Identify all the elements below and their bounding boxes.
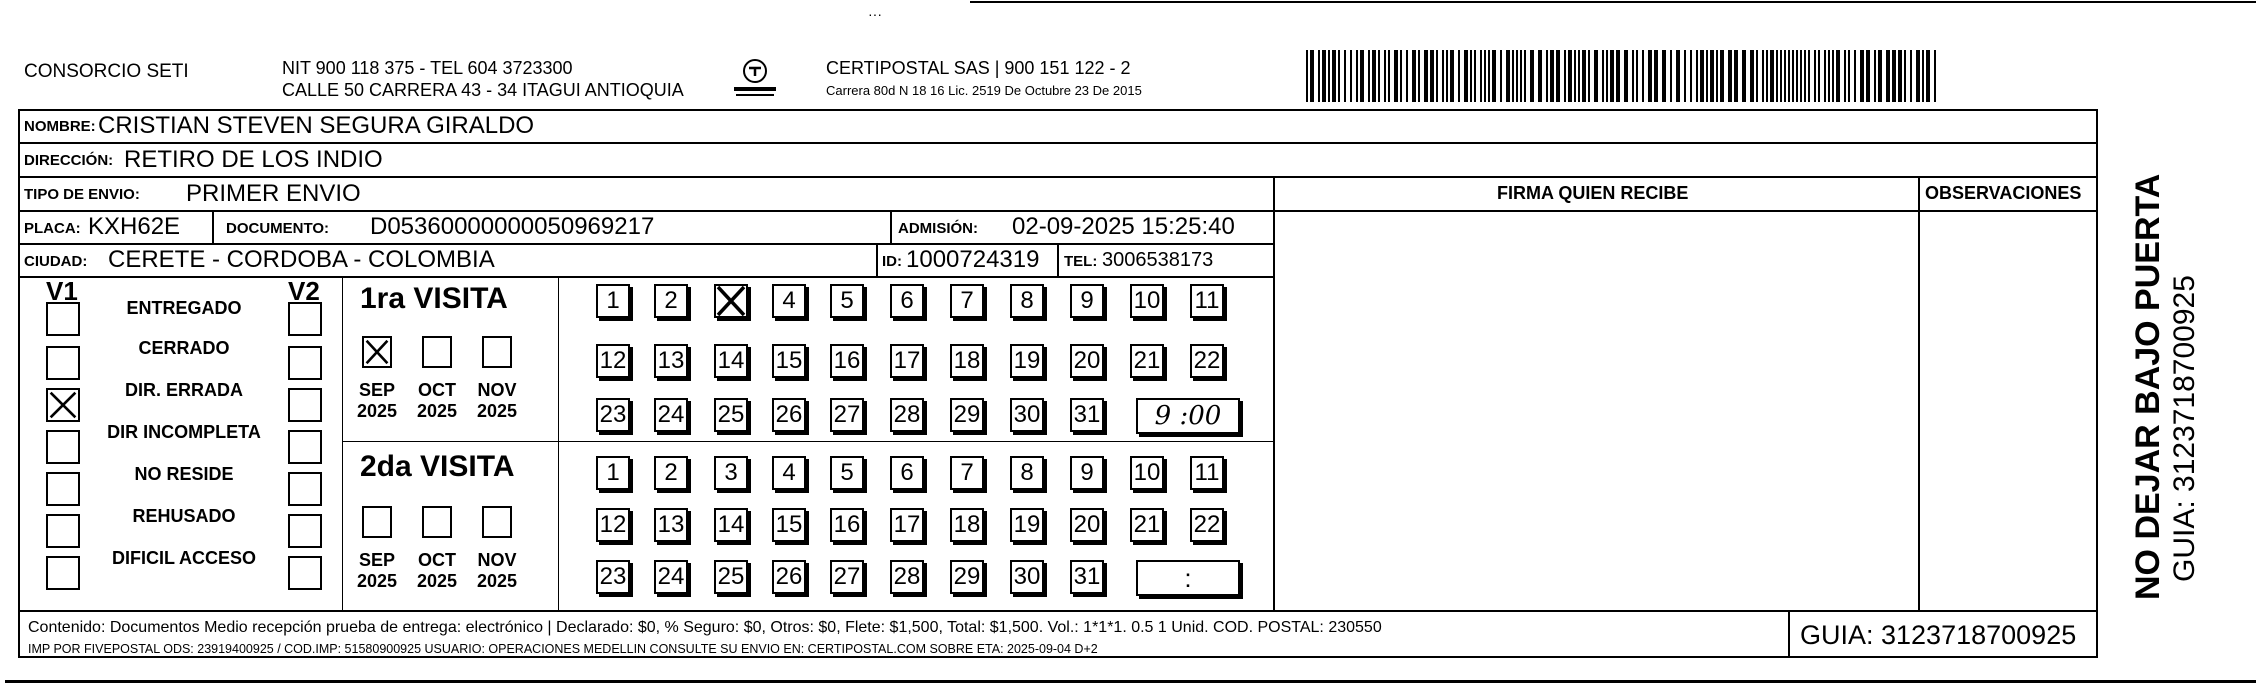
day-number: 7: [960, 287, 974, 314]
month-year: 2025: [356, 400, 398, 421]
v2-checkbox[interactable]: [288, 430, 322, 464]
day-checkbox[interactable]: [654, 284, 688, 318]
day-checkbox[interactable]: [714, 456, 748, 490]
visit-title: 1ra VISITA: [360, 282, 508, 315]
reason-label: REHUSADO: [132, 506, 236, 526]
day-checkbox[interactable]: [714, 344, 748, 378]
reason-label: DIR INCOMPLETA: [107, 422, 261, 442]
v2-checkbox[interactable]: [288, 514, 322, 548]
observaciones-label: OBSERVACIONES: [1925, 183, 2082, 203]
check-x-icon: [714, 284, 748, 318]
day-checkbox[interactable]: [830, 508, 864, 542]
firma-label: FIRMA QUIEN RECIBE: [1497, 183, 1689, 203]
day-number: 2: [664, 459, 678, 486]
day-number: 25: [717, 563, 745, 590]
footer-line-1: Contenido: Documentos Medio recepción prueba de entrega: electrónico | Declarado: $0, % Seguro: $0, Otros: $0, Flete: $1,500, Total: $1,500. Vol.: 1*1*1. 0.5 1 Unid. COD. POSTAL: 230550: [28, 619, 1382, 636]
month-checkbox[interactable]: [482, 336, 512, 368]
month-checkbox[interactable]: [362, 506, 392, 538]
day-number: 23: [599, 563, 627, 590]
day-checkbox[interactable]: [1070, 508, 1104, 542]
v2-checkbox[interactable]: [288, 388, 322, 422]
day-checkbox[interactable]: [1010, 344, 1044, 378]
day-checkbox[interactable]: [890, 560, 924, 594]
id-label: ID:: [882, 253, 902, 270]
day-number: 8: [1020, 287, 1034, 314]
tipo-value: PRIMER ENVIO: [186, 180, 361, 207]
check-x-icon: [48, 390, 78, 420]
day-checkbox[interactable]: [890, 344, 924, 378]
tipo-label: TIPO DE ENVIO:: [24, 186, 140, 203]
reason-label: NO RESIDE: [134, 464, 234, 484]
day-checkbox[interactable]: [950, 398, 984, 432]
bottom-rule: [5, 680, 2256, 683]
v2-checkbox[interactable]: [288, 346, 322, 380]
day-number: 30: [1013, 401, 1041, 428]
day-checkbox[interactable]: [1070, 560, 1104, 594]
v1-checkbox[interactable]: [46, 430, 80, 464]
month-label: [347, 380, 407, 421]
day-number: 17: [893, 511, 921, 538]
day-checkbox[interactable]: [1070, 284, 1104, 318]
day-checkbox[interactable]: [830, 456, 864, 490]
visit-title: 2da VISITA: [360, 450, 515, 483]
placa-label: PLACA:: [24, 220, 81, 237]
day-checkbox[interactable]: [596, 508, 630, 542]
day-number: 19: [1013, 347, 1041, 374]
day-checkbox[interactable]: [950, 284, 984, 318]
v1-checkbox[interactable]: [46, 302, 80, 336]
time-field[interactable]: :: [1136, 560, 1240, 596]
nombre-value: CRISTIAN STEVEN SEGURA GIRALDO: [98, 112, 535, 139]
day-number: 29: [953, 563, 981, 590]
day-number: 18: [953, 347, 981, 374]
month-label: [407, 550, 467, 591]
month-name: SEP: [358, 380, 396, 400]
day-checkbox[interactable]: [772, 398, 806, 432]
day-number: 20: [1073, 511, 1101, 538]
day-checkbox[interactable]: [1130, 344, 1164, 378]
day-number: 2: [664, 287, 678, 314]
month-year: 2025: [356, 570, 398, 591]
month-label: [347, 550, 407, 591]
day-number: 7: [960, 459, 974, 486]
top-rule: [970, 1, 2256, 3]
v2-checkbox[interactable]: [288, 472, 322, 506]
day-number: 18: [953, 511, 981, 538]
day-number: 15: [775, 511, 803, 538]
day-number: 9: [1080, 459, 1094, 486]
day-number: 29: [953, 401, 981, 428]
id-value: 1000724319: [906, 246, 1040, 273]
day-number: 28: [893, 563, 921, 590]
ciudad-label: CIUDAD:: [24, 253, 88, 270]
day-checkbox[interactable]: [890, 508, 924, 542]
admision-value: 02-09-2025 15:25:40: [1012, 213, 1235, 240]
ciudad-value: CERETE - CORDOBA - COLOMBIA: [108, 246, 495, 273]
day-checkbox[interactable]: [1190, 344, 1224, 378]
day-number: 16: [833, 347, 861, 374]
day-number: 14: [717, 511, 745, 538]
day-checkbox[interactable]: [772, 508, 806, 542]
documento-value: D05360000000050969217: [370, 213, 655, 240]
month-year: 2025: [416, 400, 458, 421]
month-year: 2025: [416, 570, 458, 591]
reason-label: DIFICIL ACCESO: [111, 548, 256, 568]
day-number: 23: [599, 401, 627, 428]
day-checkbox[interactable]: [950, 344, 984, 378]
day-number: 22: [1193, 511, 1221, 538]
month-checkbox[interactable]: [422, 336, 452, 368]
day-checkbox[interactable]: [1190, 456, 1224, 490]
nombre-label: NOMBRE:: [24, 118, 96, 135]
day-checkbox[interactable]: [830, 560, 864, 594]
top-dots: ···: [868, 6, 882, 22]
reason-label: ENTREGADO: [126, 298, 242, 318]
v1-checkbox[interactable]: [46, 388, 80, 422]
day-number: 11: [1194, 287, 1220, 314]
day-checkbox[interactable]: [714, 560, 748, 594]
nit-line-1: NIT 900 118 375 - TEL 604 3723300: [282, 58, 573, 78]
day-number: 24: [657, 401, 685, 428]
day-number: 1: [606, 459, 620, 486]
day-number: 14: [717, 347, 745, 374]
day-checkbox[interactable]: [1070, 398, 1104, 432]
day-number: 4: [782, 459, 796, 486]
day-number: 5: [840, 459, 854, 486]
v1-checkbox[interactable]: [46, 556, 80, 590]
day-checkbox[interactable]: [596, 398, 630, 432]
tel-value: 3006538173: [1102, 249, 1214, 271]
day-checkbox[interactable]: [596, 560, 630, 594]
day-checkbox[interactable]: [772, 560, 806, 594]
month-label: [407, 380, 467, 421]
side-guia: GUIA: 3123718700925: [2168, 275, 2201, 582]
v2-label: V2: [288, 276, 320, 306]
day-number: 6: [900, 459, 914, 486]
reason-label: CERRADO: [138, 338, 230, 358]
day-number: 12: [599, 511, 627, 538]
day-number: 12: [599, 347, 627, 374]
day-number: 9: [1080, 287, 1094, 314]
certipostal-logo: [730, 56, 780, 100]
day-checkbox[interactable]: [890, 456, 924, 490]
day-number: 15: [775, 347, 803, 374]
day-checkbox[interactable]: [1130, 508, 1164, 542]
day-number: 10: [1133, 459, 1161, 486]
nit-line-2: CALLE 50 CARRERA 43 - 34 ITAGUI ANTIOQUIA: [282, 80, 684, 100]
day-checkbox[interactable]: [890, 284, 924, 318]
day-checkbox[interactable]: [1190, 508, 1224, 542]
day-checkbox[interactable]: [1130, 456, 1164, 490]
day-number: 27: [833, 563, 861, 590]
month-name: NOV: [477, 380, 517, 400]
day-number: 17: [893, 347, 921, 374]
day-number: 26: [775, 401, 803, 428]
v1-label: V1: [46, 276, 78, 306]
day-checkbox[interactable]: [654, 456, 688, 490]
day-checkbox[interactable]: [714, 508, 748, 542]
v2-checkbox[interactable]: [288, 556, 322, 590]
certipostal-line-1: CERTIPOSTAL SAS | 900 151 122 - 2: [826, 58, 1131, 78]
day-number: 6: [900, 287, 914, 314]
month-name: OCT: [418, 380, 456, 400]
month-name: NOV: [477, 550, 517, 570]
day-checkbox[interactable]: [654, 344, 688, 378]
month-name: OCT: [418, 550, 456, 570]
day-checkbox[interactable]: [830, 344, 864, 378]
day-number: 4: [782, 287, 796, 314]
month-year: 2025: [476, 570, 518, 591]
day-checkbox[interactable]: [714, 284, 748, 318]
day-number: 21: [1133, 347, 1161, 374]
day-checkbox[interactable]: [830, 398, 864, 432]
month-name: SEP: [358, 550, 396, 570]
day-number: 13: [657, 347, 685, 374]
day-checkbox[interactable]: [1190, 284, 1224, 318]
day-number: 22: [1193, 347, 1221, 374]
day-checkbox[interactable]: [596, 284, 630, 318]
day-checkbox[interactable]: [1010, 456, 1044, 490]
day-number: 10: [1133, 287, 1161, 314]
day-checkbox[interactable]: [950, 456, 984, 490]
day-number: 21: [1133, 511, 1161, 538]
month-checkbox[interactable]: [422, 506, 452, 538]
day-number: 8: [1020, 459, 1034, 486]
month-label: [467, 550, 527, 591]
day-checkbox[interactable]: [772, 456, 806, 490]
month-checkbox[interactable]: [482, 506, 512, 538]
documento-label: DOCUMENTO:: [226, 220, 330, 237]
tel-label: TEL:: [1064, 253, 1098, 270]
direccion-label: DIRECCIÓN:: [24, 152, 114, 169]
v1-checkbox[interactable]: [46, 514, 80, 548]
time-field[interactable]: 9 :00: [1136, 398, 1240, 434]
v1-checkbox[interactable]: [46, 472, 80, 506]
day-checkbox[interactable]: [1010, 560, 1044, 594]
month-checkbox[interactable]: [362, 336, 392, 368]
certipostal-line-2: Carrera 80d N 18 16 Lic. 2519 De Octubre 23 De 2015: [826, 83, 1142, 98]
reason-label: DIR. ERRADA: [124, 380, 243, 400]
day-number: 24: [657, 563, 685, 590]
day-checkbox[interactable]: [830, 284, 864, 318]
day-checkbox[interactable]: [890, 398, 924, 432]
day-number: 13: [657, 511, 685, 538]
day-checkbox[interactable]: [654, 508, 688, 542]
day-number: 30: [1013, 563, 1041, 590]
day-checkbox[interactable]: [654, 398, 688, 432]
direccion-value: RETIRO DE LOS INDIO: [124, 146, 383, 173]
day-checkbox[interactable]: [950, 508, 984, 542]
day-checkbox[interactable]: [596, 344, 630, 378]
day-checkbox[interactable]: [950, 560, 984, 594]
day-number: 3: [724, 459, 738, 486]
day-number: 27: [833, 401, 861, 428]
day-checkbox[interactable]: [1130, 284, 1164, 318]
day-number: 16: [833, 511, 861, 538]
day-checkbox[interactable]: [1070, 456, 1104, 490]
admision-label: ADMISIÓN:: [898, 220, 978, 237]
side-warning: NO DEJAR BAJO PUERTA: [2129, 173, 2167, 600]
day-number: 19: [1013, 511, 1041, 538]
day-checkbox[interactable]: [1010, 398, 1044, 432]
day-number: 25: [717, 401, 745, 428]
day-checkbox[interactable]: [1010, 508, 1044, 542]
day-checkbox[interactable]: [596, 456, 630, 490]
footer-line-2: IMP POR FIVEPOSTAL ODS: 23919400925 / COD.IMP: 51580900925 USUARIO: OPERACIONES MEDELLIN CONSULTE SU ENVIO EN: CERTIPOSTAL.COM SOBRE ETA: 2025-09-04 D+2: [28, 642, 1098, 656]
day-checkbox[interactable]: [1010, 284, 1044, 318]
barcode-icon: [1306, 50, 1940, 102]
check-x-icon: [364, 338, 390, 366]
day-number: 26: [775, 563, 803, 590]
barcode: [1306, 50, 1940, 102]
day-checkbox[interactable]: [772, 344, 806, 378]
day-number: 31: [1073, 401, 1101, 428]
day-number: 28: [893, 401, 921, 428]
v1-checkbox[interactable]: [46, 346, 80, 380]
day-number: 5: [840, 287, 854, 314]
day-number: 11: [1194, 459, 1220, 486]
day-checkbox[interactable]: [772, 284, 806, 318]
month-label: [467, 380, 527, 421]
placa-value: KXH62E: [88, 213, 181, 240]
v2-checkbox[interactable]: [288, 302, 322, 336]
day-checkbox[interactable]: [654, 560, 688, 594]
company-name: CONSORCIO SETI: [24, 61, 189, 82]
day-checkbox[interactable]: [1070, 344, 1104, 378]
day-number: 31: [1073, 563, 1101, 590]
day-number: 1: [606, 287, 620, 314]
day-checkbox[interactable]: [714, 398, 748, 432]
day-number: 20: [1073, 347, 1101, 374]
footer-guia: GUIA: 3123718700925: [1800, 620, 2077, 650]
month-year: 2025: [476, 400, 518, 421]
